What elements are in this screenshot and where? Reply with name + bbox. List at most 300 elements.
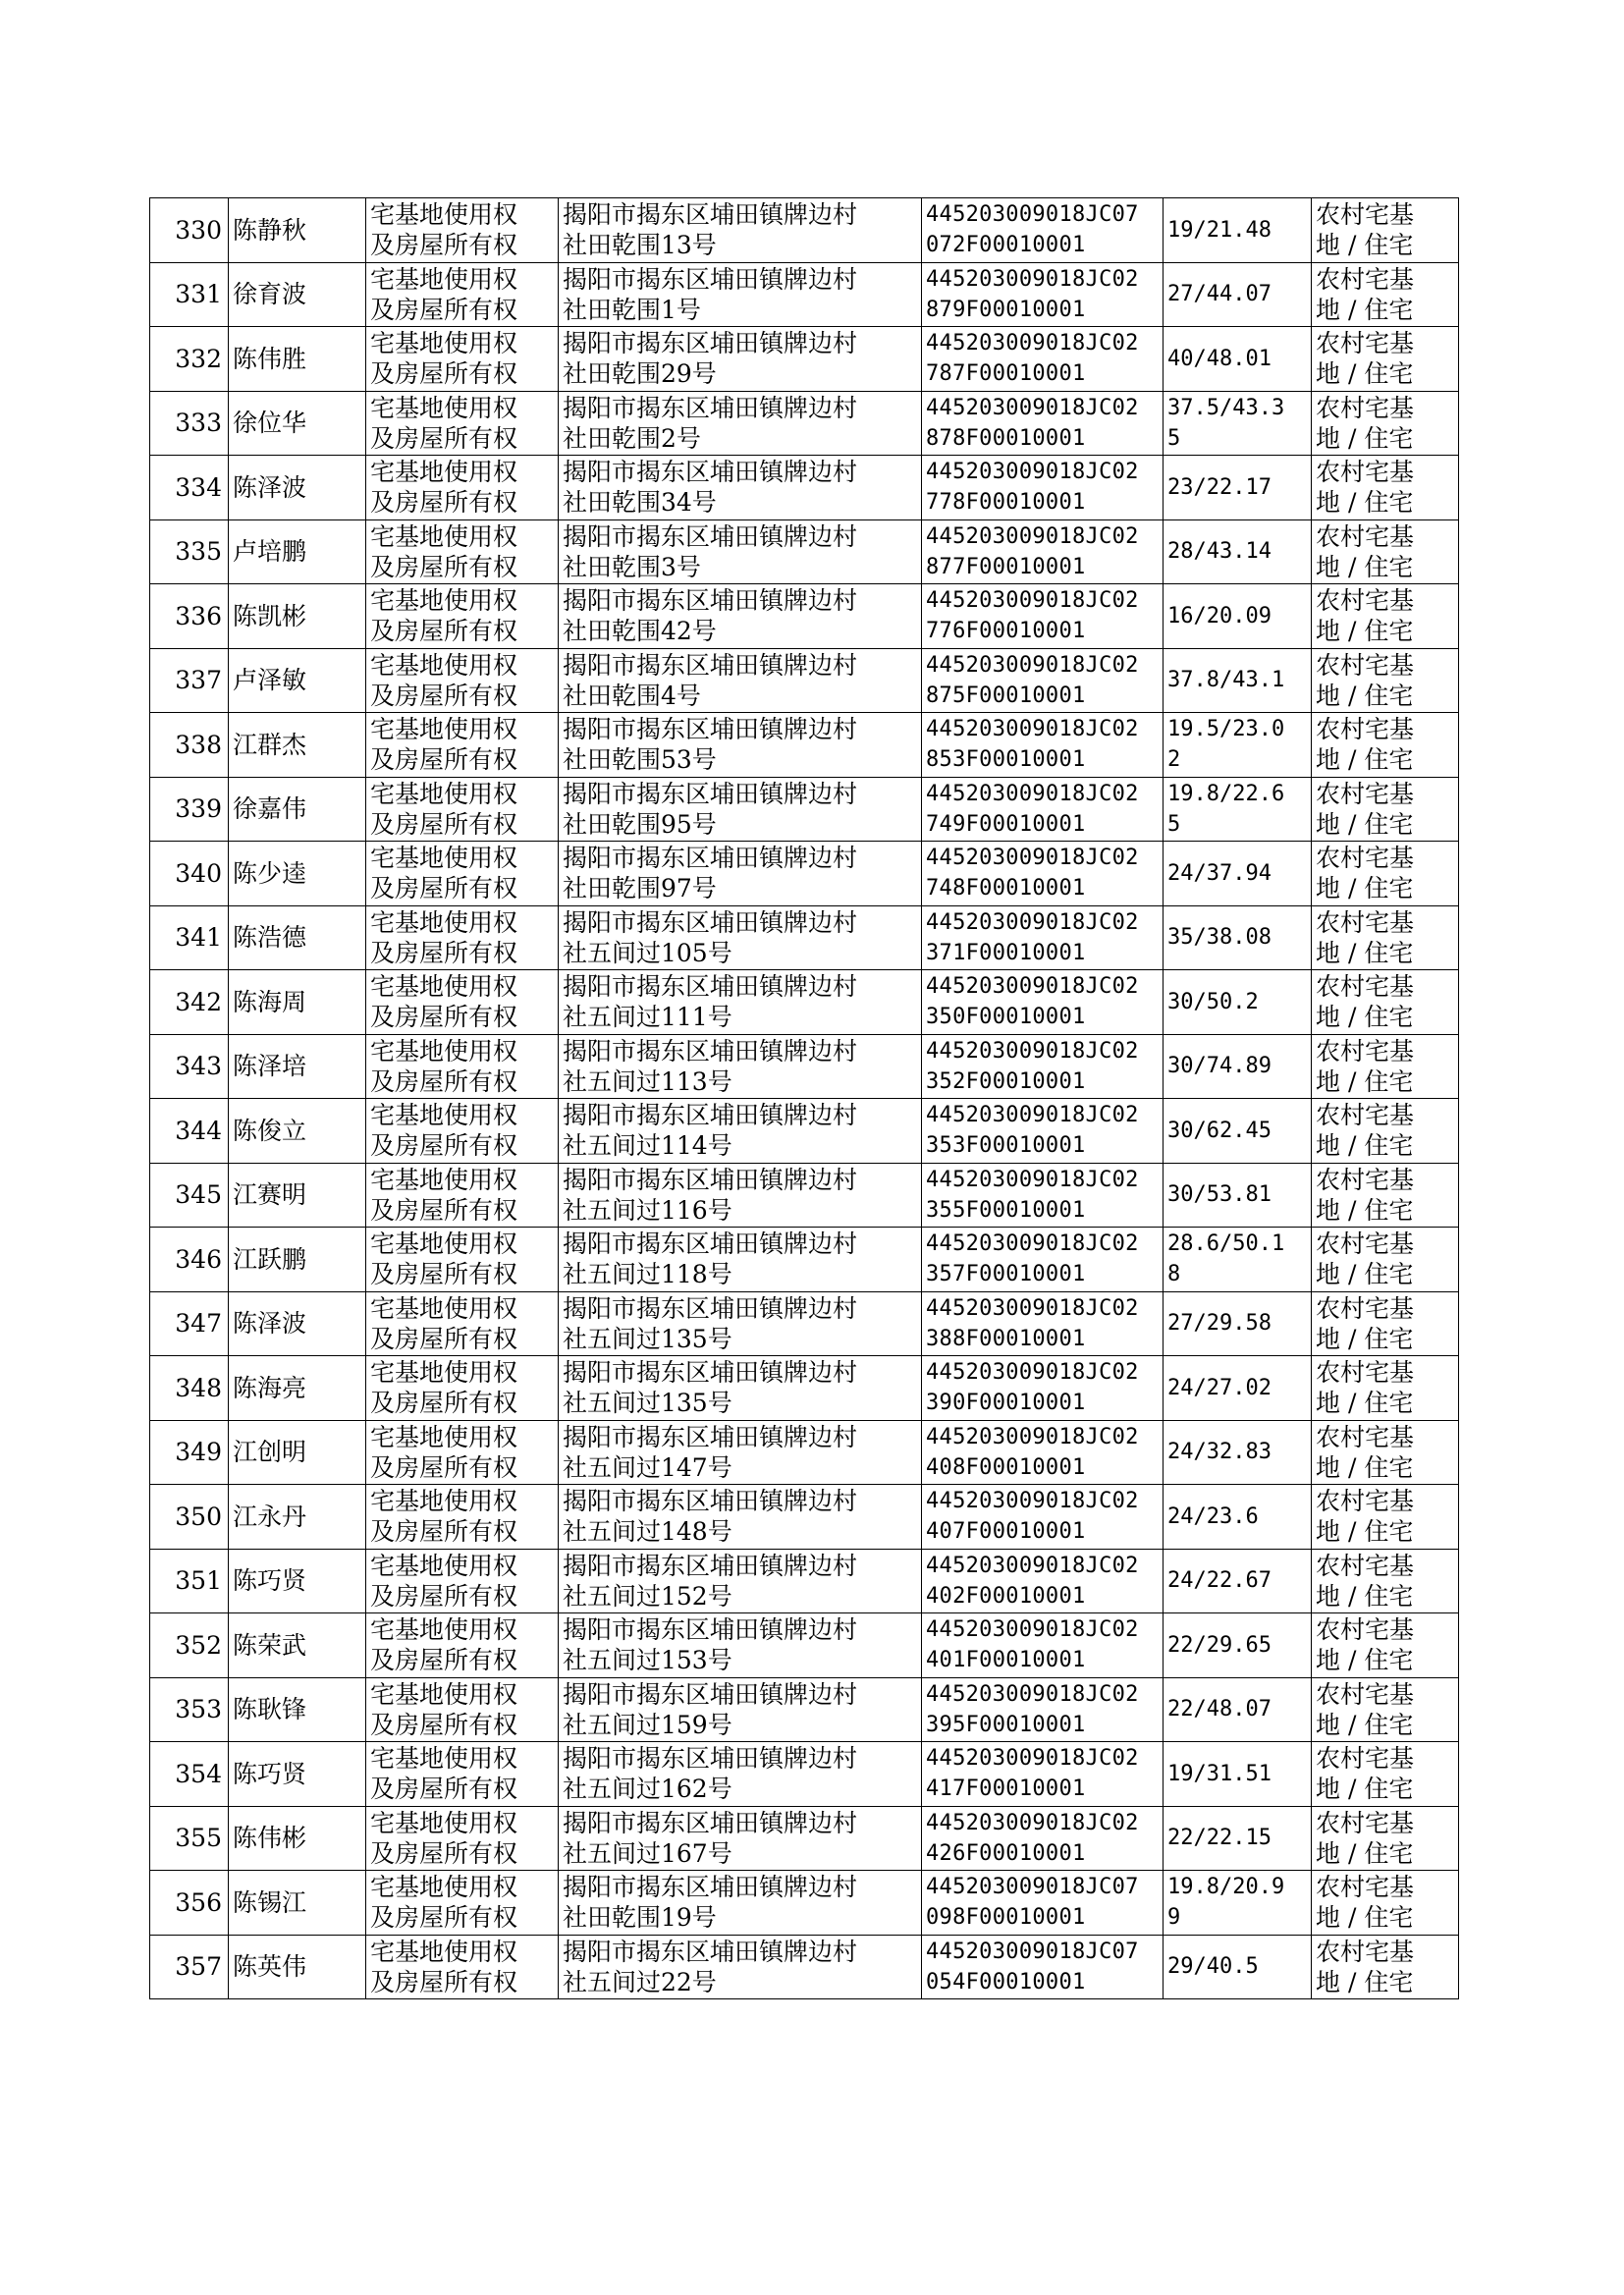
property-address-text: 社田乾围13号 <box>563 231 717 260</box>
unit-code-text: 878F00010001 <box>926 425 1086 451</box>
land-use-text: 地 / 住宅 <box>1316 745 1414 775</box>
area-value <box>1164 519 1312 584</box>
row-number <box>150 1871 229 1936</box>
area-value <box>1164 1291 1312 1356</box>
row-number <box>150 905 229 970</box>
unit-code-text: 350F00010001 <box>926 1005 1086 1030</box>
land-use-text: 地 / 住宅 <box>1316 1260 1414 1289</box>
property-address-text: 揭阳市揭东区埔田镇牌边村 <box>563 1744 858 1774</box>
right-type <box>366 905 559 970</box>
row-number <box>150 842 229 906</box>
unit-code-text: 445203009018JC07 <box>926 1875 1139 1900</box>
land-use <box>1312 1935 1459 1999</box>
land-use-text: 地 / 住宅 <box>1316 617 1414 646</box>
property-address <box>559 1420 922 1485</box>
unit-code-text: 445203009018JC02 <box>926 1167 1139 1192</box>
table-row <box>150 519 1459 584</box>
area-value-text: 28.6/50.1 <box>1167 1231 1285 1257</box>
right-type <box>366 519 559 584</box>
table-row <box>150 1163 1459 1228</box>
table-row <box>150 842 1459 906</box>
property-address-text: 社五间过118号 <box>563 1260 732 1289</box>
unit-code-text: 445203009018JC02 <box>926 781 1139 806</box>
property-address <box>559 391 922 456</box>
owner-name-text: 陈英伟 <box>233 1952 307 1982</box>
property-address-text: 揭阳市揭东区埔田镇牌边村 <box>563 1293 858 1323</box>
property-address-text: 揭阳市揭东区埔田镇牌边村 <box>563 1615 858 1645</box>
unit-code-text: 352F00010001 <box>926 1068 1086 1094</box>
right-type-text: 宅基地使用权 <box>370 779 518 808</box>
land-use-text: 农村宅基 <box>1316 1679 1415 1709</box>
area-value <box>1164 648 1312 713</box>
land-use-text: 地 / 住宅 <box>1316 231 1414 260</box>
unit-code-text: 445203009018JC02 <box>926 1617 1139 1643</box>
property-address-text: 社田乾围1号 <box>563 295 701 324</box>
property-address-text: 社五间过135号 <box>563 1389 732 1418</box>
row-number-text: 347 <box>175 1309 222 1339</box>
right-type <box>366 648 559 713</box>
unit-code <box>922 1742 1164 1807</box>
row-number-text: 357 <box>175 1952 222 1982</box>
unit-code-text: 417F00010001 <box>926 1776 1086 1802</box>
table-row <box>150 262 1459 327</box>
property-address <box>559 648 922 713</box>
area-value <box>1164 456 1312 520</box>
unit-code-text: 787F00010001 <box>926 361 1086 387</box>
property-address <box>559 1677 922 1742</box>
area-value-text: 9 <box>1167 1905 1181 1931</box>
owner-name <box>229 1291 366 1356</box>
row-number <box>150 327 229 392</box>
property-address-text: 揭阳市揭东区埔田镇牌边村 <box>563 1937 858 1966</box>
right-type-text: 及房屋所有权 <box>370 1710 518 1739</box>
owner-name-text: 陈荣武 <box>233 1630 307 1660</box>
unit-code-text: 445203009018JC02 <box>926 717 1139 742</box>
unit-code-text: 353F00010001 <box>926 1133 1086 1159</box>
right-type-text: 宅基地使用权 <box>370 329 518 358</box>
unit-code-text: 445203009018JC02 <box>926 1424 1139 1449</box>
unit-code-text: 445203009018JC02 <box>926 1489 1139 1514</box>
right-type-text: 宅基地使用权 <box>370 1487 518 1516</box>
right-type-text: 宅基地使用权 <box>370 907 518 937</box>
right-type <box>366 584 559 649</box>
unit-code-text: 445203009018JC02 <box>926 331 1139 356</box>
property-address-text: 揭阳市揭东区埔田镇牌边村 <box>563 1036 858 1066</box>
owner-name-text: 陈俊立 <box>233 1116 307 1145</box>
property-address-text: 社五间过105号 <box>563 938 732 967</box>
owner-name <box>229 713 366 778</box>
land-use-text: 农村宅基 <box>1316 586 1415 616</box>
row-number <box>150 1485 229 1550</box>
property-address-text: 揭阳市揭东区埔田镇牌边村 <box>563 907 858 937</box>
unit-code <box>922 1871 1164 1936</box>
row-number <box>150 1099 229 1164</box>
owner-name <box>229 1420 366 1485</box>
land-use <box>1312 1356 1459 1421</box>
unit-code <box>922 1677 1164 1742</box>
area-value-text: 30/62.45 <box>1167 1118 1272 1143</box>
area-value-text: 30/53.81 <box>1167 1182 1272 1208</box>
right-type-text: 及房屋所有权 <box>370 295 518 324</box>
table-row <box>150 1613 1459 1678</box>
unit-code-text: 408F00010001 <box>926 1454 1086 1480</box>
property-address-text: 揭阳市揭东区埔田镇牌边村 <box>563 458 858 487</box>
land-use-text: 农村宅基 <box>1316 715 1415 744</box>
area-value <box>1164 777 1312 842</box>
property-address-text: 社五间过135号 <box>563 1324 732 1353</box>
owner-name-text: 陈海亮 <box>233 1373 307 1402</box>
right-type-text: 及房屋所有权 <box>370 1838 518 1868</box>
land-use-text: 地 / 住宅 <box>1316 552 1414 581</box>
owner-name-text: 徐育波 <box>233 280 307 309</box>
land-use <box>1312 970 1459 1035</box>
owner-name-text: 江赛明 <box>233 1180 307 1210</box>
row-number <box>150 456 229 520</box>
unit-code-text: 445203009018JC02 <box>926 1231 1139 1257</box>
land-use <box>1312 1228 1459 1292</box>
right-type-text: 及房屋所有权 <box>370 1260 518 1289</box>
owner-name-text: 陈浩德 <box>233 923 307 953</box>
right-type-text: 宅基地使用权 <box>370 458 518 487</box>
area-value <box>1164 1228 1312 1292</box>
land-use <box>1312 1613 1459 1678</box>
right-type <box>366 1613 559 1678</box>
property-address <box>559 1099 922 1164</box>
property-address <box>559 970 922 1035</box>
table-row <box>150 970 1459 1035</box>
right-type <box>366 456 559 520</box>
right-type-text: 及房屋所有权 <box>370 938 518 967</box>
property-address-text: 揭阳市揭东区埔田镇牌边村 <box>563 650 858 680</box>
right-type-text: 宅基地使用权 <box>370 1165 518 1194</box>
property-address-text: 社田乾围53号 <box>563 745 717 775</box>
right-type <box>366 1485 559 1550</box>
right-type-text: 宅基地使用权 <box>370 1422 518 1451</box>
unit-code-text: 395F00010001 <box>926 1712 1086 1737</box>
land-use-text: 地 / 住宅 <box>1316 1903 1414 1933</box>
land-use-text: 农村宅基 <box>1316 650 1415 680</box>
unit-code <box>922 648 1164 713</box>
property-address-text: 社五间过114号 <box>563 1131 732 1161</box>
land-use <box>1312 1677 1459 1742</box>
row-number-text: 333 <box>175 409 222 438</box>
table-row <box>150 1356 1459 1421</box>
right-type-text: 及房屋所有权 <box>370 1967 518 1996</box>
owner-name <box>229 1485 366 1550</box>
row-number-text: 332 <box>175 344 222 373</box>
row-number-text: 340 <box>175 858 222 888</box>
right-type <box>366 1935 559 1999</box>
property-address <box>559 713 922 778</box>
area-value-text: 24/32.83 <box>1167 1440 1272 1465</box>
land-use <box>1312 1099 1459 1164</box>
property-address <box>559 842 922 906</box>
property-address-text: 社五间过147号 <box>563 1452 732 1482</box>
area-value <box>1164 327 1312 392</box>
row-number <box>150 519 229 584</box>
row-number <box>150 777 229 842</box>
right-type <box>366 1356 559 1421</box>
land-use <box>1312 777 1459 842</box>
area-value <box>1164 1871 1312 1936</box>
owner-name-text: 陈伟胜 <box>233 344 307 373</box>
property-address-text: 社田乾围95号 <box>563 809 717 839</box>
row-number-text: 342 <box>175 987 222 1016</box>
right-type <box>366 713 559 778</box>
row-number <box>150 262 229 327</box>
property-address <box>559 777 922 842</box>
property-address-text: 揭阳市揭东区埔田镇牌边村 <box>563 1873 858 1902</box>
right-type <box>366 1034 559 1099</box>
area-value <box>1164 905 1312 970</box>
area-value-text: 22/48.07 <box>1167 1697 1272 1722</box>
unit-code <box>922 1420 1164 1485</box>
right-type-text: 宅基地使用权 <box>370 1036 518 1066</box>
land-use-text: 农村宅基 <box>1316 1744 1415 1774</box>
land-use-text: 地 / 住宅 <box>1316 938 1414 967</box>
unit-code <box>922 1935 1164 1999</box>
owner-name <box>229 1806 366 1871</box>
property-address-text: 社五间过153号 <box>563 1646 732 1675</box>
unit-code <box>922 1613 1164 1678</box>
area-value-text: 37.8/43.1 <box>1167 668 1285 693</box>
row-number <box>150 1034 229 1099</box>
area-value <box>1164 1677 1312 1742</box>
area-value-text: 24/27.02 <box>1167 1375 1272 1400</box>
land-use <box>1312 198 1459 263</box>
row-number-text: 344 <box>175 1116 222 1145</box>
land-use-text: 地 / 住宅 <box>1316 1066 1414 1096</box>
land-use <box>1312 1485 1459 1550</box>
land-use <box>1312 391 1459 456</box>
row-number <box>150 1163 229 1228</box>
unit-code <box>922 713 1164 778</box>
table-row <box>150 456 1459 520</box>
land-use-text: 地 / 住宅 <box>1316 809 1414 839</box>
unit-code <box>922 1228 1164 1292</box>
property-address <box>559 1806 922 1871</box>
row-number-text: 336 <box>175 601 222 630</box>
land-use-text: 地 / 住宅 <box>1316 295 1414 324</box>
table-row <box>150 1099 1459 1164</box>
land-use-text: 地 / 住宅 <box>1316 1389 1414 1418</box>
unit-code <box>922 1034 1164 1099</box>
property-address-text: 揭阳市揭东区埔田镇牌边村 <box>563 1165 858 1194</box>
table-row <box>150 777 1459 842</box>
row-number <box>150 391 229 456</box>
table-row <box>150 1935 1459 1999</box>
area-value-text: 40/48.01 <box>1167 346 1272 371</box>
unit-code <box>922 970 1164 1035</box>
unit-code <box>922 584 1164 649</box>
table-row <box>150 1549 1459 1613</box>
table-row <box>150 327 1459 392</box>
owner-name-text: 陈少逵 <box>233 858 307 888</box>
property-address-text: 社田乾围2号 <box>563 423 701 453</box>
table-row <box>150 391 1459 456</box>
property-address <box>559 262 922 327</box>
property-address <box>559 1291 922 1356</box>
land-use-text: 农村宅基 <box>1316 1551 1415 1580</box>
right-type <box>366 262 559 327</box>
row-number-text: 330 <box>175 215 222 245</box>
row-number-text: 352 <box>175 1630 222 1660</box>
area-value <box>1164 391 1312 456</box>
right-type-text: 宅基地使用权 <box>370 1101 518 1130</box>
area-value-text: 19/21.48 <box>1167 217 1272 243</box>
right-type <box>366 1871 559 1936</box>
right-type-text: 及房屋所有权 <box>370 745 518 775</box>
land-use-text: 地 / 住宅 <box>1316 1195 1414 1225</box>
owner-name <box>229 1228 366 1292</box>
area-value <box>1164 1613 1312 1678</box>
property-address-text: 揭阳市揭东区埔田镇牌边村 <box>563 521 858 551</box>
property-address <box>559 1034 922 1099</box>
area-value-text: 30/74.89 <box>1167 1054 1272 1079</box>
area-value <box>1164 1935 1312 1999</box>
owner-name <box>229 1034 366 1099</box>
unit-code-text: 776F00010001 <box>926 619 1086 644</box>
owner-name-text: 陈海周 <box>233 987 307 1016</box>
owner-name <box>229 1871 366 1936</box>
owner-name-text: 江跃鹏 <box>233 1244 307 1274</box>
right-type-text: 宅基地使用权 <box>370 1615 518 1645</box>
land-use-text: 地 / 住宅 <box>1316 1324 1414 1353</box>
row-number <box>150 1228 229 1292</box>
land-use-text: 农村宅基 <box>1316 458 1415 487</box>
unit-code-text: 445203009018JC07 <box>926 202 1139 228</box>
unit-code-text: 445203009018JC02 <box>926 1360 1139 1386</box>
row-number <box>150 198 229 263</box>
land-use-text: 地 / 住宅 <box>1316 488 1414 518</box>
property-address-text: 揭阳市揭东区埔田镇牌边村 <box>563 1229 858 1259</box>
area-value <box>1164 842 1312 906</box>
property-address-text: 揭阳市揭东区埔田镇牌边村 <box>563 1101 858 1130</box>
row-number-text: 350 <box>175 1502 222 1531</box>
right-type <box>366 327 559 392</box>
land-use-text: 地 / 住宅 <box>1316 1131 1414 1161</box>
row-number-text: 354 <box>175 1759 222 1788</box>
owner-name <box>229 1356 366 1421</box>
table-row <box>150 1420 1459 1485</box>
row-number <box>150 1549 229 1613</box>
row-number-text: 334 <box>175 472 222 502</box>
right-type <box>366 1163 559 1228</box>
owner-name <box>229 519 366 584</box>
land-use <box>1312 456 1459 520</box>
land-use-text: 地 / 住宅 <box>1316 1581 1414 1611</box>
area-value <box>1164 1099 1312 1164</box>
land-use-text: 农村宅基 <box>1316 264 1415 294</box>
owner-name-text: 陈静秋 <box>233 215 307 245</box>
owner-name <box>229 1613 366 1678</box>
right-type-text: 宅基地使用权 <box>370 1551 518 1580</box>
land-use-text: 农村宅基 <box>1316 1937 1415 1966</box>
property-address <box>559 1356 922 1421</box>
owner-name-text: 卢培鹏 <box>233 537 307 567</box>
right-type <box>366 1677 559 1742</box>
unit-code-text: 445203009018JC02 <box>926 266 1139 292</box>
property-address <box>559 198 922 263</box>
owner-name <box>229 1549 366 1613</box>
row-number-text: 339 <box>175 794 222 824</box>
land-use <box>1312 1806 1459 1871</box>
property-address-text: 社田乾围97号 <box>563 874 717 903</box>
area-value-text: 35/38.08 <box>1167 925 1272 951</box>
land-use <box>1312 905 1459 970</box>
unit-code-text: 357F00010001 <box>926 1262 1086 1287</box>
area-value-text: 2 <box>1167 747 1181 773</box>
unit-code-text: 371F00010001 <box>926 940 1086 965</box>
owner-name-text: 陈泽波 <box>233 1309 307 1339</box>
land-use-text: 农村宅基 <box>1316 1101 1415 1130</box>
row-number <box>150 1613 229 1678</box>
land-use-text: 农村宅基 <box>1316 1873 1415 1902</box>
unit-code-text: 072F00010001 <box>926 233 1086 258</box>
right-type-text: 及房屋所有权 <box>370 488 518 518</box>
unit-code-text: 445203009018JC02 <box>926 1681 1139 1707</box>
right-type-text: 及房屋所有权 <box>370 359 518 389</box>
property-address <box>559 456 922 520</box>
table-row <box>150 1677 1459 1742</box>
area-value-text: 27/29.58 <box>1167 1311 1272 1337</box>
right-type-text: 宅基地使用权 <box>370 1873 518 1902</box>
right-type-text: 宅基地使用权 <box>370 393 518 422</box>
row-number <box>150 648 229 713</box>
land-use <box>1312 1420 1459 1485</box>
table-row <box>150 1485 1459 1550</box>
property-address <box>559 905 922 970</box>
row-number <box>150 1420 229 1485</box>
area-value <box>1164 1485 1312 1550</box>
land-use <box>1312 262 1459 327</box>
property-address-text: 社五间过152号 <box>563 1581 732 1611</box>
area-value-text: 19.8/20.9 <box>1167 1875 1285 1900</box>
area-value <box>1164 262 1312 327</box>
owner-name <box>229 262 366 327</box>
land-use <box>1312 1163 1459 1228</box>
property-address-text: 揭阳市揭东区埔田镇牌边村 <box>563 1679 858 1709</box>
table-row <box>150 1228 1459 1292</box>
unit-code-text: 445203009018JC02 <box>926 846 1139 871</box>
property-address <box>559 1742 922 1807</box>
land-use-text: 农村宅基 <box>1316 1808 1415 1837</box>
area-value <box>1164 584 1312 649</box>
unit-code <box>922 1356 1164 1421</box>
right-type-text: 及房屋所有权 <box>370 552 518 581</box>
unit-code-text: 355F00010001 <box>926 1197 1086 1223</box>
right-type-text: 及房屋所有权 <box>370 1775 518 1804</box>
property-address-text: 揭阳市揭东区埔田镇牌边村 <box>563 329 858 358</box>
property-address-text: 揭阳市揭东区埔田镇牌边村 <box>563 200 858 230</box>
area-value-text: 16/20.09 <box>1167 603 1272 628</box>
row-number-text: 346 <box>175 1244 222 1274</box>
right-type-text: 及房屋所有权 <box>370 1581 518 1611</box>
owner-name <box>229 1742 366 1807</box>
owner-name-text: 卢泽敏 <box>233 666 307 695</box>
right-type <box>366 1228 559 1292</box>
unit-code-text: 778F00010001 <box>926 490 1086 516</box>
row-number-text: 349 <box>175 1438 222 1467</box>
owner-name-text: 徐嘉伟 <box>233 794 307 824</box>
property-address-text: 揭阳市揭东区埔田镇牌边村 <box>563 1551 858 1580</box>
land-use-text: 农村宅基 <box>1316 1229 1415 1259</box>
property-address-text: 揭阳市揭东区埔田镇牌边村 <box>563 1358 858 1388</box>
unit-code-text: 445203009018JC02 <box>926 1810 1139 1835</box>
table-row <box>150 1742 1459 1807</box>
land-use <box>1312 648 1459 713</box>
property-address <box>559 1935 922 1999</box>
